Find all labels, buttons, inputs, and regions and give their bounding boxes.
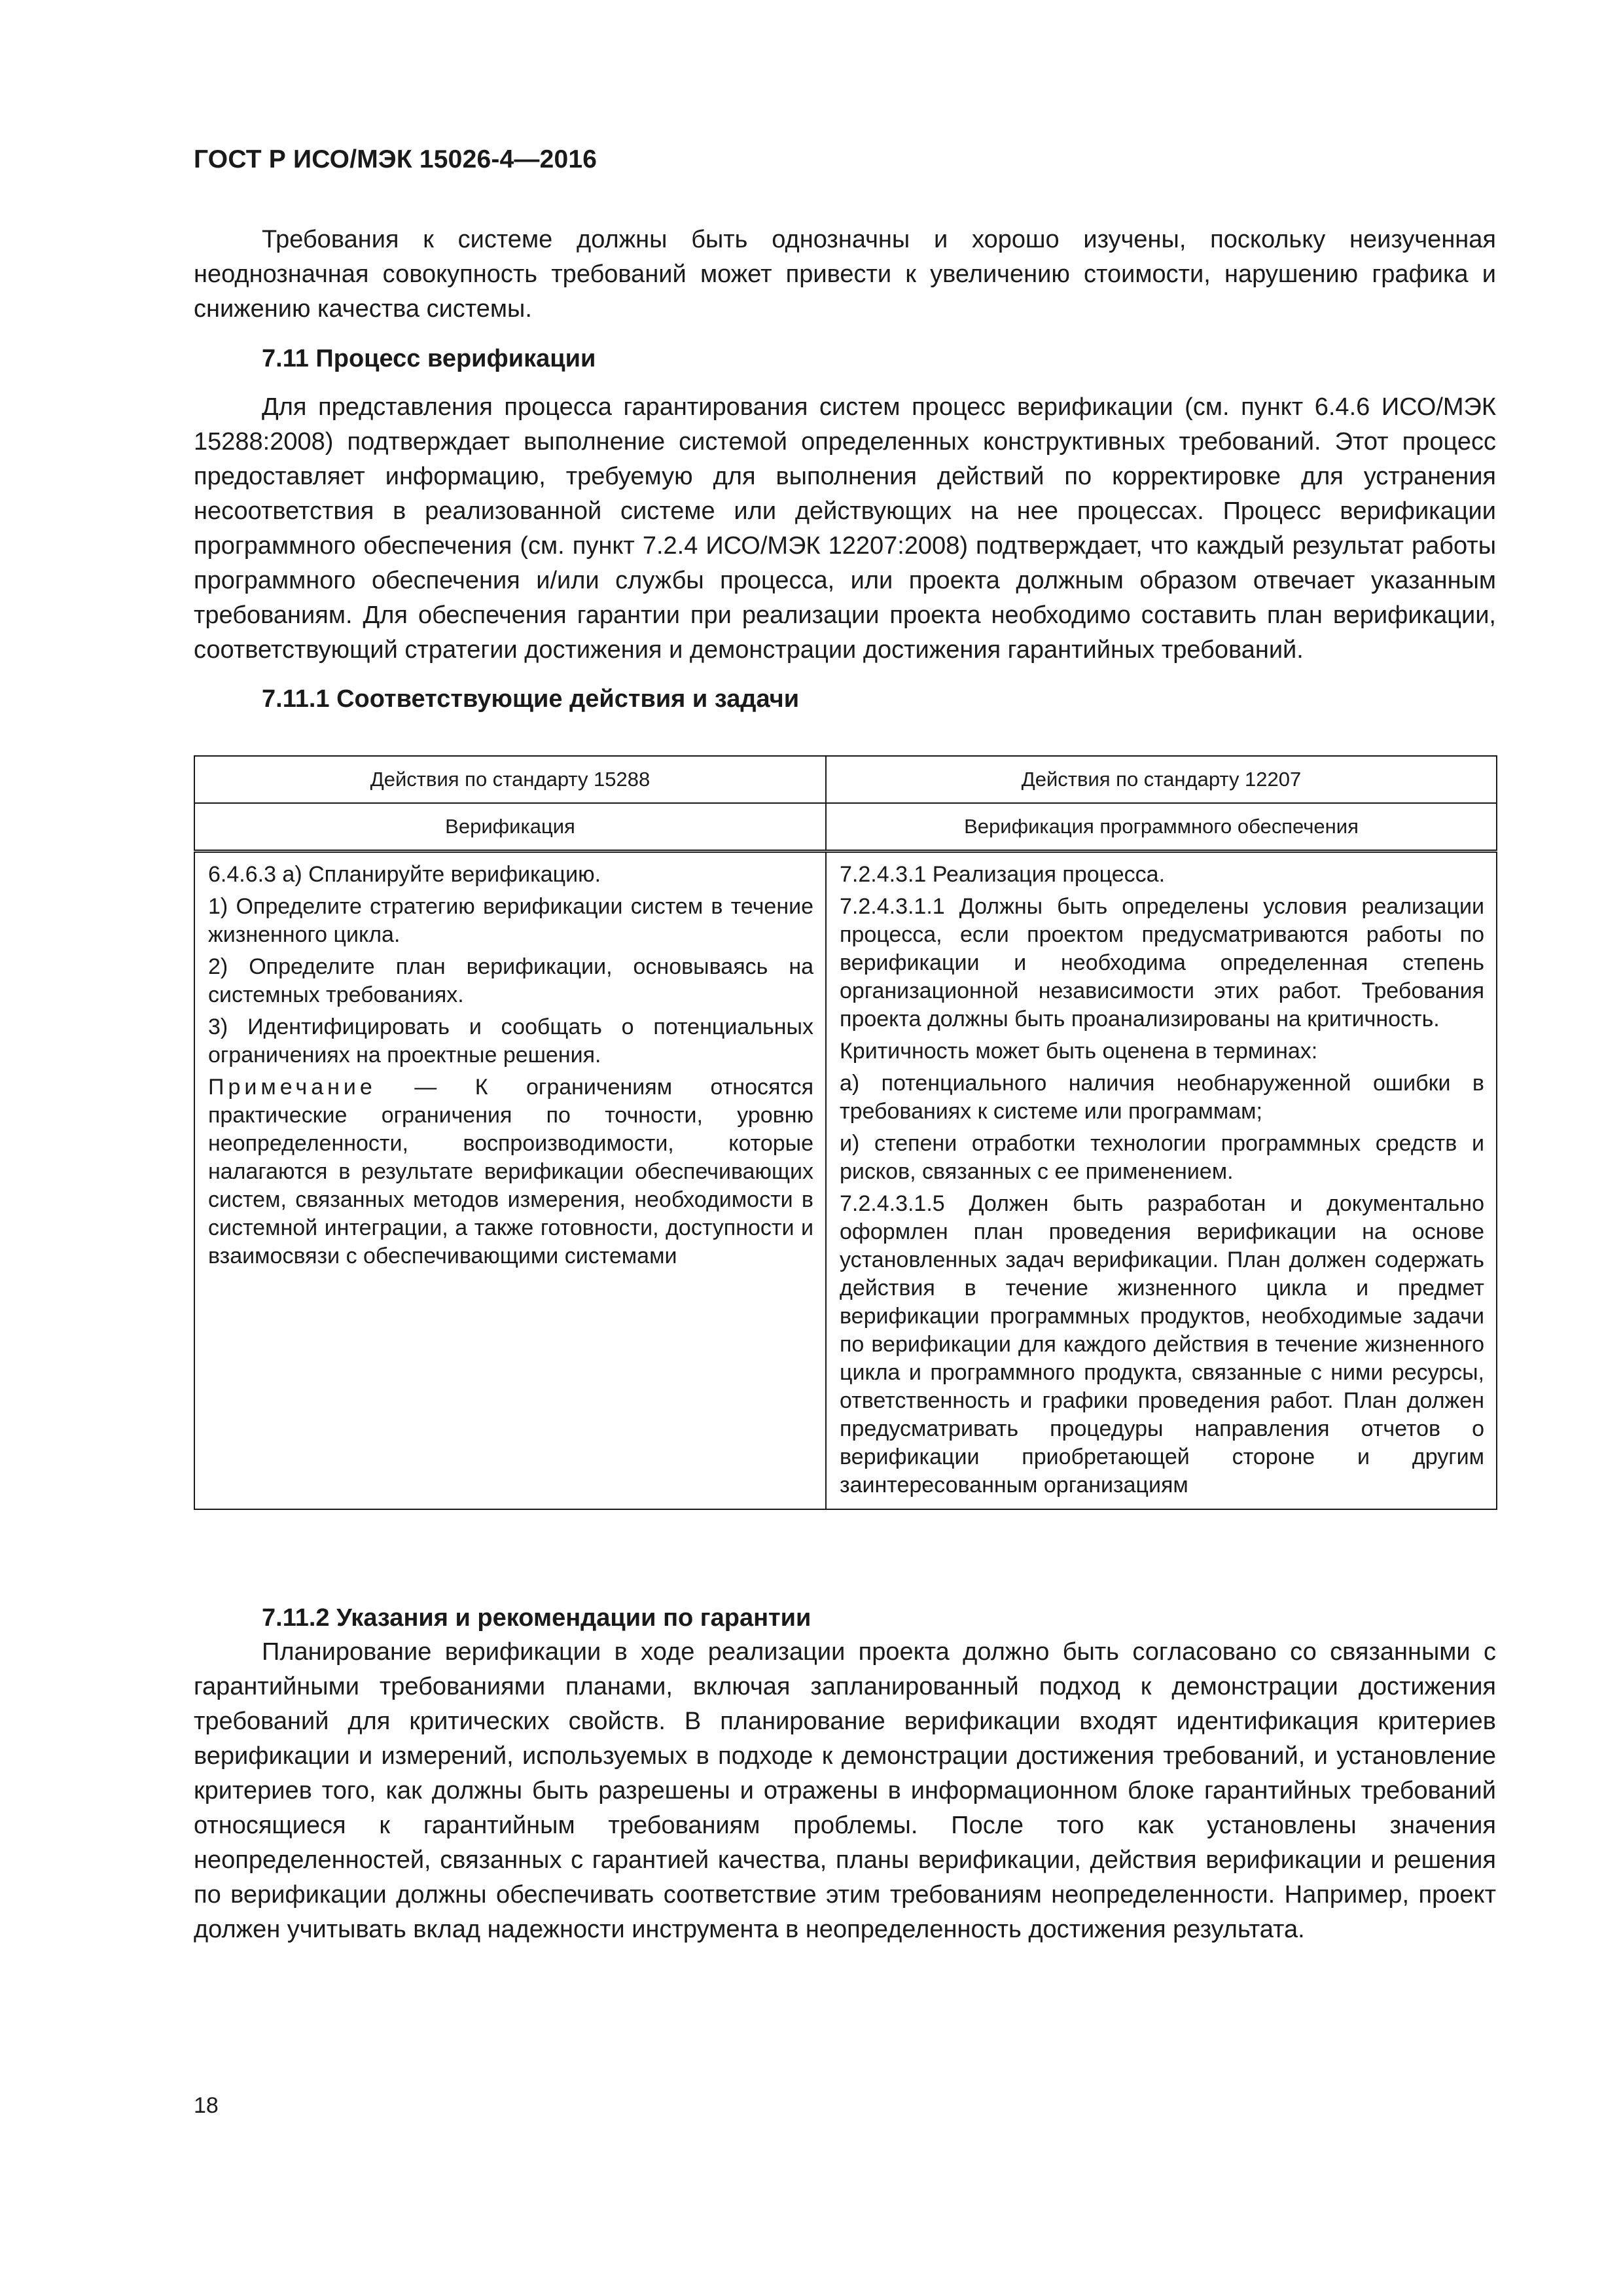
page-number: 18 — [194, 2093, 219, 2118]
note-label: Примечание — [208, 1075, 376, 1100]
right-para-4: a) потенциального наличия необнаруженной ошибки в требованиях к системе или программам; — [840, 1071, 1484, 1124]
table-subheader-verification: Верификация — [194, 803, 826, 852]
intro-paragraph: Требования к системе должны быть однозначны и хорошо изучены, поскольку неизученная неоднозначная совокупность требований может привести к увеличению стоимости, нарушению графика и снижению качества системы. — [194, 226, 1496, 323]
right-para-2: 7.2.4.3.1.1 Должны быть определены условия реализации процесса, если проектом предусматриваются работы по верификации и необходима определенная степень организационной независимости этих работ. Требования проекта должны быть проанализированы на критичность. — [840, 894, 1484, 1031]
left-item-3: 3) Идентифицировать и сообщать о потенциальных ограничениях на проектные решения. — [208, 1014, 813, 1067]
section-paragraph-7-11-2: Планирование верификации в ходе реализации проекта должно быть согласовано со связанными с гарантийными требованиями планами, включая запланированный подход к демонстрации достижения требований для критических свойств. В планирование верификации входят идентификация критериев верификации и измерений, используемых в подходе к демонстрации достижения требований, и установление критериев того, как должны быть разрешены и отражены в информационном блоке гарантийных требований относящиеся к гарантийным требованиям проблемы. После того как установлены значения неопределенностей, связанных с гарантией качества, планы верификации, действия верификации и решения по верификации должны обеспечивать соответствие этим требованиям неопределенности. Например, проект должен учитывать вклад надежности инструмента в неопределенность достижения результата. — [194, 1638, 1496, 1943]
right-para-3: Критичность может быть оценена в терминах: — [840, 1039, 1318, 1064]
left-note — [208, 1073, 813, 1270]
table-cell-left — [194, 852, 826, 1510]
section-heading-7-11: 7.11 Процесс верификации — [262, 345, 596, 372]
table-cell-right — [826, 852, 1497, 1510]
section-heading-7-11-2: 7.11.2 Указания и рекомендации по гарантии — [262, 1604, 812, 1632]
table-row — [194, 852, 1497, 1510]
section-paragraph-7-11: Для представления процесса гарантирования систем процесс верификации (см. пункт 6.4.6 ИСО/МЭК 15288:2008) подтверждает выполнение системой определенных конструктивных требований. Этот процесс предоставляет информацию, требуемую для выполнения действий по корректировке для устранения несоответствия в реализованной системе или действующих на нее процессах. Процесс верификации программного обеспечения (см. пункт 7.2.4 ИСО/МЭК 12207:2008) подтверждает, что каждый результат работы программного обеспечения и/или службы процесса, или проекта должным образом отвечает указанным требованиям. Для обеспечения гарантии при реализации проекта необходимо составить план верификации, соответствующий стратегии достижения и демонстрации достижения гарантийных требований. — [194, 393, 1496, 664]
right-para-5: и) степени отработки технологии программных средств и рисков, связанных с ее применением. — [840, 1131, 1484, 1184]
table-subheader-sw-verification: Верификация программного обеспечения — [826, 803, 1497, 852]
table-subheader-row — [194, 803, 1497, 852]
right-para-1: 7.2.4.3.1 Реализация процесса. — [840, 862, 1166, 887]
standard-header: ГОСТ Р ИСО/МЭК 15026-4—2016 — [194, 145, 597, 173]
table-header-12207: Действия по стандарту 12207 — [826, 756, 1497, 803]
note-text: — К ограничениям относятся практические ограничения по точности, уровню неопределенности, воспроизводимости, которые налагаются в результате верификации обеспечивающих систем, связанных методов измерения, необходимости в системной интеграции, а также готовности, доступности и взаимосвязи с обеспечивающими системами — [208, 1075, 813, 1268]
left-item-a: 6.4.6.3 a) Спланируйте верификацию. — [208, 862, 601, 887]
table-header-15288: Действия по стандарту 15288 — [194, 756, 826, 803]
table-header-row — [194, 756, 1497, 803]
left-item-2: 2) Определите план верификации, основываясь на системных требованиях. — [208, 954, 813, 1007]
right-para-6: 7.2.4.3.1.5 Должен быть разработан и документально оформлен план проведения верификации на основе установленных задач верификации. План должен содержать действия в течение жизненного цикла и предмет верификации программных продуктов, необходимые задачи по верификации для каждого действия в течение жизненного цикла и программного продукта, связанные с ними ресурсы, ответственность и графики проведения работ. План должен предусматривать процедуры направления отчетов о верификации приобретающей стороне и другим заинтересованным организациям — [840, 1191, 1484, 1498]
section-heading-7-11-1: 7.11.1 Соответствующие действия и задачи — [262, 685, 800, 713]
left-item-1: 1) Определите стратегию верификации систем в течение жизненного цикла. — [208, 894, 813, 947]
activities-table — [194, 755, 1497, 1510]
